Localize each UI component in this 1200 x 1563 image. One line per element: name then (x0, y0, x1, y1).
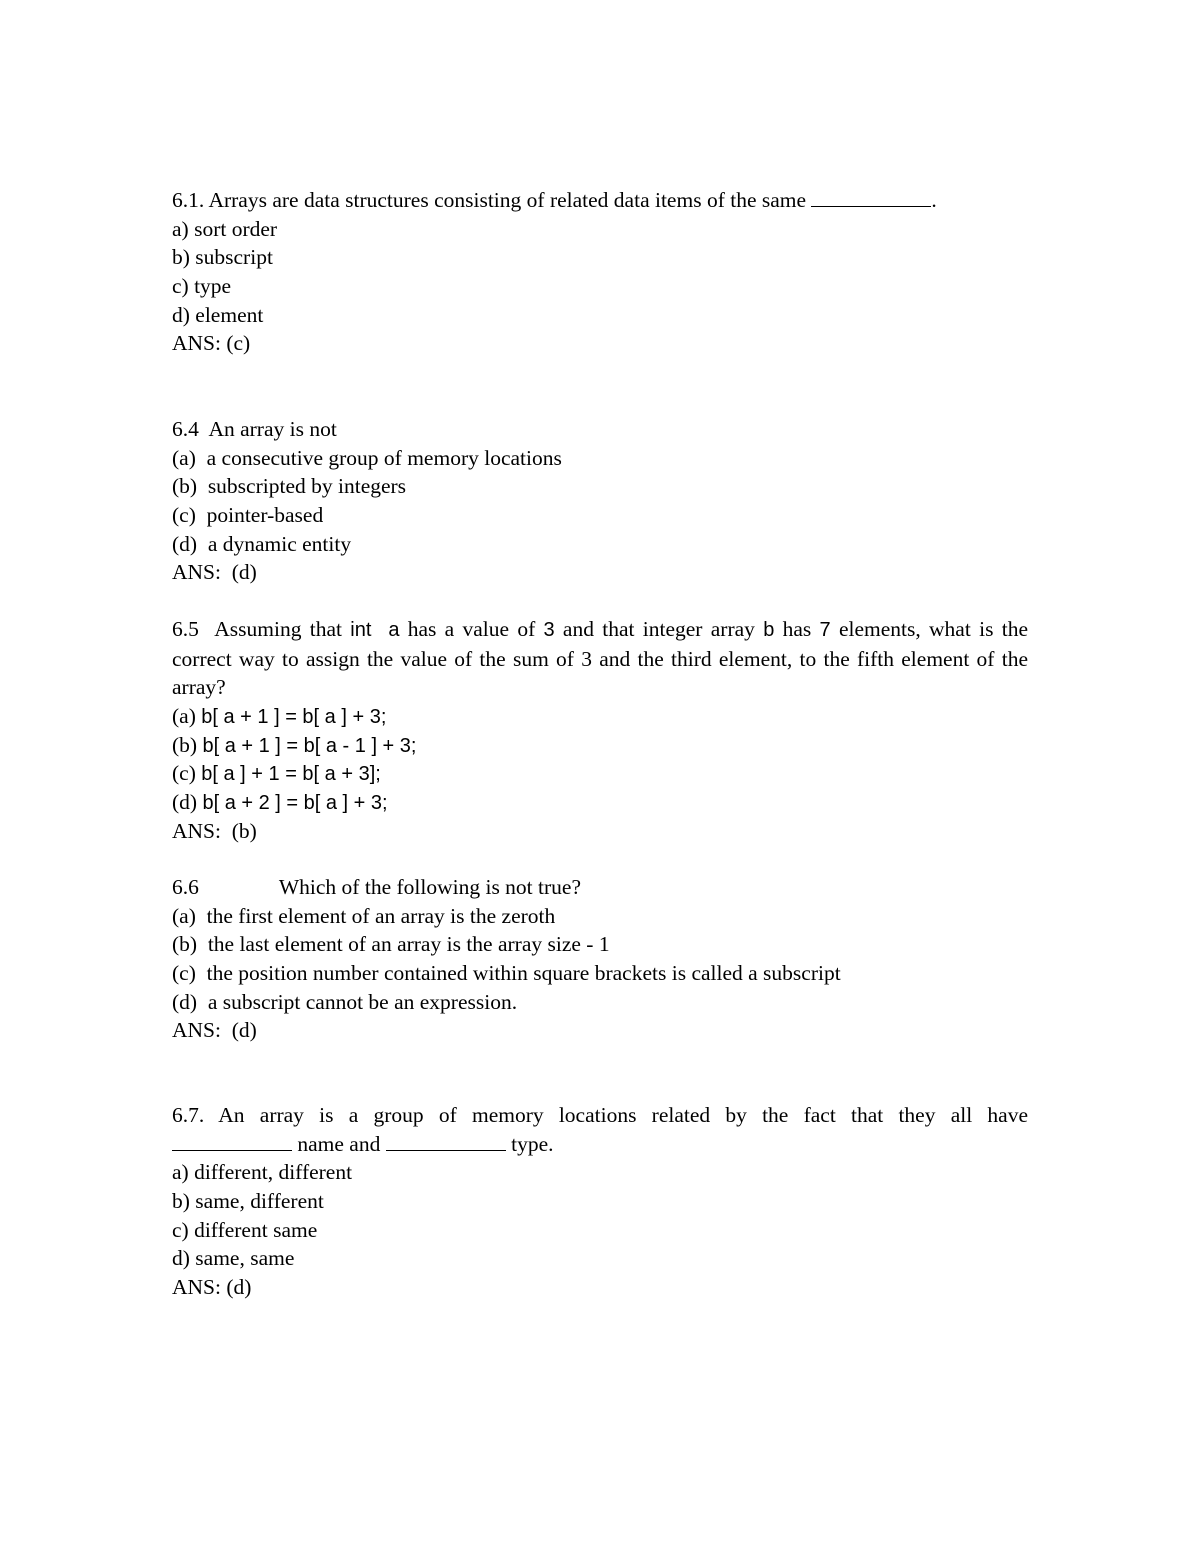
option-d (172, 788, 1028, 817)
option-code: b[ a + 2 ] = b[ a ] + 3; (202, 792, 388, 815)
stem-text: 6.5 Assuming that (172, 617, 342, 641)
code-seven: 7 (819, 619, 831, 641)
option-b: (b) subscripted by integers (172, 474, 407, 499)
option-d: d) same, same (172, 1246, 295, 1271)
question-6-7 (172, 1101, 1028, 1302)
option-code: b[ a + 1 ] = b[ a - 1 ] + 3; (202, 734, 417, 757)
option-c: (c) pointer-based (172, 503, 324, 528)
answer: ANS: (b) (172, 818, 257, 843)
question-6-4 (172, 415, 1028, 587)
option-d: (d) a dynamic entity (172, 531, 352, 556)
option-a: a) sort order (172, 216, 278, 241)
option-label: (d) (172, 790, 198, 815)
stem-end: . (931, 188, 937, 212)
option-d: d) element (172, 302, 264, 327)
answer: ANS: (d) (172, 1275, 252, 1300)
option-b (172, 731, 1028, 760)
fill-blank (386, 1130, 506, 1151)
code-three: 3 (543, 619, 555, 641)
option-code: b[ a + 1 ] = b[ a ] + 3; (201, 706, 387, 729)
answer: ANS: (c) (172, 331, 251, 356)
option-label: (a) (172, 704, 196, 729)
option-label: (c) (172, 761, 196, 786)
stem-text: has a value of (407, 617, 536, 641)
answer: ANS: (d) (172, 1018, 257, 1043)
question-stem (172, 615, 1028, 702)
option-c: c) type (172, 274, 232, 299)
option-c: (c) the position number contained within square brackets is called a subscript (172, 961, 841, 986)
stem-line-2 (172, 1130, 1028, 1159)
code-int-a: int a (350, 619, 400, 641)
question-6-1 (172, 186, 1028, 358)
stem-text: 6.7. An array is a group of memory locations related by the fact that they all have (172, 1103, 1028, 1127)
stem-text: type. (511, 1131, 554, 1156)
code-b: b (763, 619, 775, 641)
option-b: b) subscript (172, 245, 273, 270)
option-c (172, 759, 1028, 788)
stem-text: and that integer array (562, 617, 755, 641)
option-a: (a) a consecutive group of memory locations (172, 445, 562, 470)
question-stem (172, 873, 1028, 902)
option-a (172, 702, 1028, 731)
question-6-5 (172, 615, 1028, 846)
stem-text: Which of the following is not true? (278, 875, 581, 899)
fill-blank (172, 1130, 292, 1151)
option-a: (a) the first element of an array is the zeroth (172, 903, 556, 928)
stem-text: 6.1. Arrays are data structures consisting of related data items of the same (172, 188, 807, 212)
stem-text: name and (297, 1131, 381, 1156)
option-b: b) same, different (172, 1189, 324, 1214)
option-code: b[ a ] + 1 = b[ a + 3]; (201, 763, 381, 786)
question-number: 6.6 (172, 875, 199, 899)
stem-text: elements, what is the correct way to assign the value of the sum of 3 and the third element, to the fifth element of the array? (172, 617, 1028, 700)
question-stem: 6.4 An array is not (172, 417, 337, 441)
option-a: a) different, different (172, 1160, 353, 1185)
question-6-6 (172, 873, 1028, 1045)
question-stem (172, 186, 1028, 215)
question-stem (172, 1101, 1028, 1158)
option-c: c) different same (172, 1217, 318, 1242)
option-b: (b) the last element of an array is the array size - 1 (172, 932, 610, 957)
option-label: (b) (172, 732, 198, 757)
option-d: (d) a subscript cannot be an expression. (172, 989, 518, 1014)
fill-blank (811, 186, 931, 207)
answer: ANS: (d) (172, 560, 257, 585)
stem-text: has (782, 617, 812, 641)
